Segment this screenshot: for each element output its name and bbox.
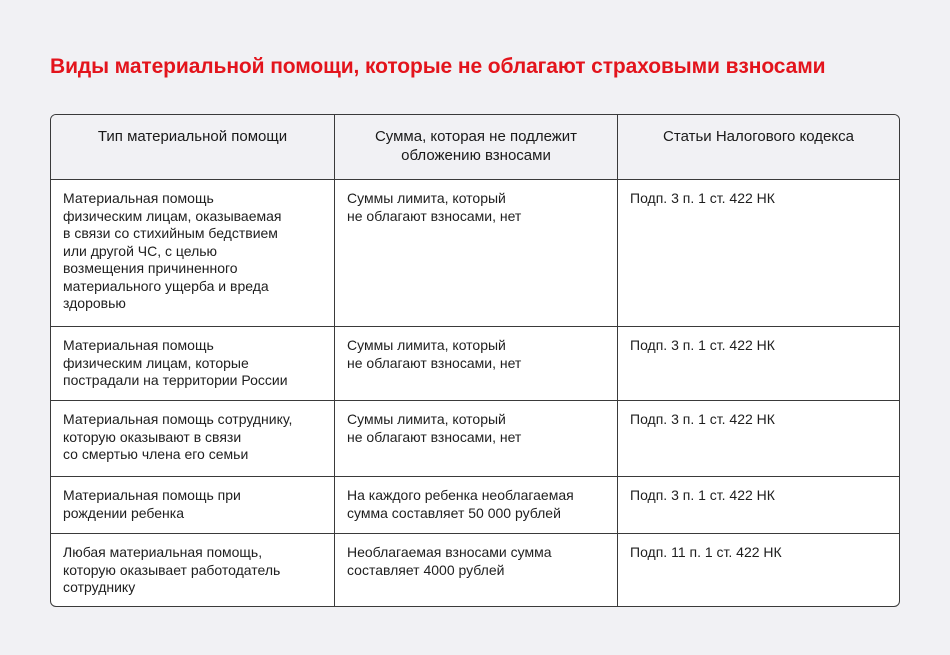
insurance-table: [50, 114, 900, 607]
cell-type: Материальная помощь физическим лицам, которые пострадали на территории России: [63, 337, 288, 388]
header-article: Статьи Налогового кодекса: [617, 115, 899, 179]
cell-type: Материальная помощь при рождении ребенка: [63, 487, 241, 521]
cell-amount: Суммы лимита, который не облагают взносами, нет: [334, 180, 617, 326]
cell-amount: На каждого ребенка необлагаемая сумма составляет 50 000 рублей: [334, 477, 617, 533]
table-header-row: [51, 115, 899, 179]
cell-article: Подп. 3 п. 1 ст. 422 НК: [617, 477, 899, 533]
table-row: [51, 400, 899, 476]
table-row: [51, 326, 899, 400]
cell-article: Подп. 3 п. 1 ст. 422 НК: [617, 180, 899, 326]
cell-type: Материальная помощь физическим лицам, оказываемая в связи со стихийным бедствием или другой ЧС, с целью возмещения причиненного материального ущерба и вреда здоровью: [63, 190, 282, 311]
cell-amount: Необлагаемая взносами сумма составляет 4000 рублей: [334, 534, 617, 607]
cell-type: Материальная помощь сотруднику, которую оказывают в связи со смертью члена его семьи: [63, 411, 293, 462]
cell-type: Любая материальная помощь, которую оказывает работодатель сотруднику: [63, 544, 281, 595]
cell-article: Подп. 3 п. 1 ст. 422 НК: [617, 327, 899, 400]
header-type: Тип материальной помощи: [97, 128, 288, 145]
cell-amount: Суммы лимита, который не облагают взносами, нет: [334, 327, 617, 400]
cell-amount: Суммы лимита, который не облагают взносами, нет: [334, 401, 617, 476]
table-row: [51, 533, 899, 606]
header-amount: Сумма, которая не подлежит обложению взносами: [334, 115, 617, 179]
page-title: Виды материальной помощи, которые не облагают страховыми взносами: [50, 55, 826, 78]
table-row: [51, 179, 899, 326]
cell-article: Подп. 3 п. 1 ст. 422 НК: [617, 401, 899, 476]
table-row: [51, 476, 899, 533]
cell-article: Подп. 11 п. 1 ст. 422 НК: [617, 534, 899, 607]
